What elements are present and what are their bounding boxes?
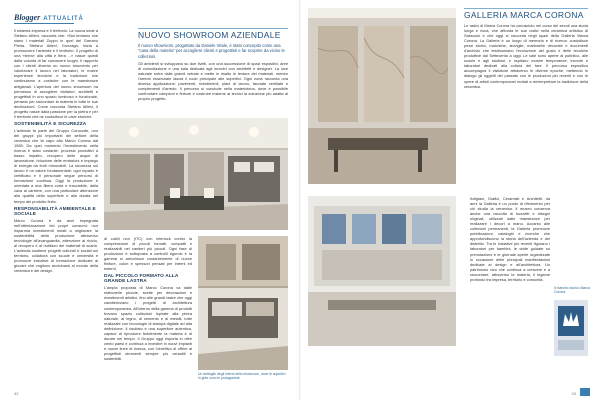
showroom-photo: [104, 118, 288, 230]
article-paragraph: Le radici di Marca Corona ha conosciuto nel corso dei secoli una storia lunga e ricca, che affonda le sue radici nella ceramica artistica di Sassuolo e che oggi si racconta negli spazi della Galleria Marca Corona. La Galleria è un luogo di memoria e di ricerca: custodisce pezzi storici, maioliche, stoviglie, mattonelle decorate e documenti d'archivio che testimoniano l'evoluzione del gusto e delle tecniche produttive dal Settecento a oggi. Le sale sono aperte al pubblico, alle scuole e agli studiosi, e ospitano mostre temporanee, incontri e laboratori dedicati alla cultura del fare. Il percorso espositivo accompagna il visitatore attraverso le diverse epoche, mettendo in dialogo gli oggetti del passato con le produzioni più recenti e con le opere di artisti contemporanei invitati a reinterpretare la tradizione della ceramica.: [464, 23, 588, 89]
article-paragraph: di cubili non (ITC) con interlock contro la compressione di piccoli formati, compatti e realizzabili nei cantieri più piccoli. Ogni fase di produzione è sottoposta a controlli rigorosi e la gamma si arricchisce costantemente di nuove finiture, colori e spessori pensati per interni ed esterni.: [104, 236, 192, 272]
masthead: [14, 8, 292, 22]
section-label: ATTUALITÀ: [43, 16, 84, 22]
galleria-interior-image: [308, 8, 456, 184]
article-paragraph: L'ampia proposta di Marco Corona va dalle mattonelle piccole, scelte per decorazioni e rivestimenti artistici, fino alle grandi lastre che oggi caratterizzano i progetti di architettura contemporanea. All'interno della gamma di prodotti trovano spazio collezioni ispirate alla pietra naturale, al legno, al cemento e ai metalli, tutte realizzate con tecnologie di stampa digitale ad alta definizione. Il risultato è una superficie autentica, capace di riprodurre fedelmente la materia e di durare nel tempo. Il Gruppo oggi esporta in oltre cento paesi e continua a investire in nuovi impianti e nuove linee di ricerca, con l'obiettivo di offrire ai progettisti strumenti sempre più versatili e sostenibili.: [104, 285, 192, 361]
photo-caption-logo: Il marchio storico Marca Corona.: [554, 286, 590, 295]
article-subhead: SOSTENIBILITÀ E SICUREZZA: [14, 121, 87, 127]
showroom-detail-image: [198, 236, 288, 370]
article-subhead: DAL PICCOLO FORMATO ALLA GRANDE LASTRA: [104, 274, 179, 285]
section-lead: Il nuovo showroom, progettato da Daniele Vitale, è stato concepito come una "casa della materia" per accogliere clienti e progettisti e far scoprire da vicino le collezioni.: [138, 43, 285, 59]
galleria-collection-photo: [308, 196, 456, 346]
right-column-1: [464, 8, 588, 89]
article-subhead: RESPONSABILITÀ AMBIENTALE E SOCIALE: [14, 206, 96, 217]
photo-caption: Un dettaglio degli interni dello showroom, dove le superfici in grès sono le protagoniste.: [198, 372, 286, 381]
showroom-interior-image: [104, 118, 288, 230]
galleria-photo: [308, 8, 456, 184]
crown-logo-icon: [554, 300, 588, 356]
brand-logo-photo: [554, 300, 588, 356]
article-paragraph: Artigiani, Grafici, Ceramisti e Architetti: da anni la Galleria è un punto di riferimento per chi studia la ceramica. Il museo conserva anche una raccolta di bozzetti e disegni originali, utilizzati dalle maestranze per realizzare i decori a mano. Accanto alle collezioni permanenti, la Galleria promuove pubblicazioni, cataloghi e ricerche che approfondiscono la storia dell'azienda e del distretto. Tra le iniziative più recenti figurano i laboratori per bambini, le visite guidate su prenotazione e le giornate aperte organizzate in occasione delle principali manifestazioni dedicate al design e all'architettura. Un patrimonio vivo che continua a crescere e a raccontare, attraverso la materia, il legame profondo tra impresa, territorio e comunità.: [470, 196, 550, 282]
left-column-2: [104, 236, 192, 361]
page-number: 43: [571, 391, 576, 396]
magazine-name: Blogger: [14, 13, 41, 22]
right-column-2: [470, 196, 550, 282]
section-heading: NUOVO SHOWROOM AZIENDALE: [138, 28, 288, 40]
article-paragraph: Gli ambienti si sviluppano su due livelli, con una successione di spazi espositivi, aree di consultazione e una sala dedicata agli incontri con architetti e designer. La luce naturale entra dalle grandi vetrate e mette in risalto le texture dei materiali, mentre l'arredo essenziale lascia il ruolo principale alle superfici. Ogni zona racconta una diversa applicazione: pavimenti, rivestimenti, piani di lavoro, facciate ventilate e complementi d'arredo. Il percorso si conclude nella materioteca, dove è possibile confrontare campioni e finiture e costruire insieme ai tecnici la soluzione più adatta al proprio progetto.: [138, 60, 288, 102]
section-heading: GALLERIA MARCA CORONA: [464, 8, 588, 20]
article-paragraph: Marco Corona è da anni impegnata nell'ottimizzazione dei propri consumi: non risparmia investimenti mirati a migliorare la sostenibilità della produzione attraverso tecnologie all'avanguardia, attenzione al riciclo, al recupero e al riutilizzo dei materiali di scarto. L'azienda sostiene progetti culturali e sociali sul territorio, collabora con scuole e università e promuove iniziative di formazione dedicate ai giovani che vogliono avvicinarsi al mondo della ceramica e del design.: [14, 217, 98, 274]
left-column-3: [138, 28, 288, 101]
masthead-rule: [14, 23, 74, 24]
right-page: [300, 0, 600, 400]
showroom-detail-photo: [198, 236, 288, 370]
left-column-1: [14, 28, 98, 273]
article-paragraph: L'azienda fa parte del Gruppo Concorde, uno dei gruppi più importanti del settore della ceramica che fa capo alla Marco Corona dal 1985. Da quel momento l'investimento nella ricerca è stato costante: processi produttivi a basso impatto, recupero delle acque di lavorazione, riduzione delle emissioni e impiego di energia da fonti rinnovabili. La sicurezza sul lavoro è un valore fondamentale: ogni reparto è certificato e il personale segue percorsi di formazione continua. Oggi la produzione è orientata a una filiera corta e tracciabile, dalla cava al cantiere, con una particolare attenzione alla qualità della superficie e alla durata nel tempo del prodotto finito.: [14, 127, 98, 204]
article-paragraph: Il sistema impresa e il territorio. La nuova sede a Stefano Allievi, racconta che: «Noi teniamo che siano i materiali Zuppo in quel del Garrano Pietra. Stefano Allievi, Gonzaga, inizia a promuovere l'azienda e il territorio. Il progetto di una «terra» alla città e fiera ...» nasce quindi dalla volontà di far conoscere luoghi. Il rapporto con i clienti diventa un nuovo strumento per valorizzare il lavoro nei laboratori, le nostre esperienze tecniche e la tradizione che continuiamo a costruire con le maestranze artigianali. L'apertura del nuovo showroom ha permesso di accogliere visitatori, architetti e progettisti in uno spazio luminoso e funzionale, pensato per raccontare la materia in tutte le sue declinazioni. Come racconta Stefano Allievi, il progetto nasce dalla passione per la pietra e per il territorio che ne custodisce le cave storiche.: [14, 28, 98, 119]
page-number: 42: [14, 391, 19, 396]
corner-tab: [580, 388, 590, 396]
galleria-collection-image: [308, 196, 456, 346]
